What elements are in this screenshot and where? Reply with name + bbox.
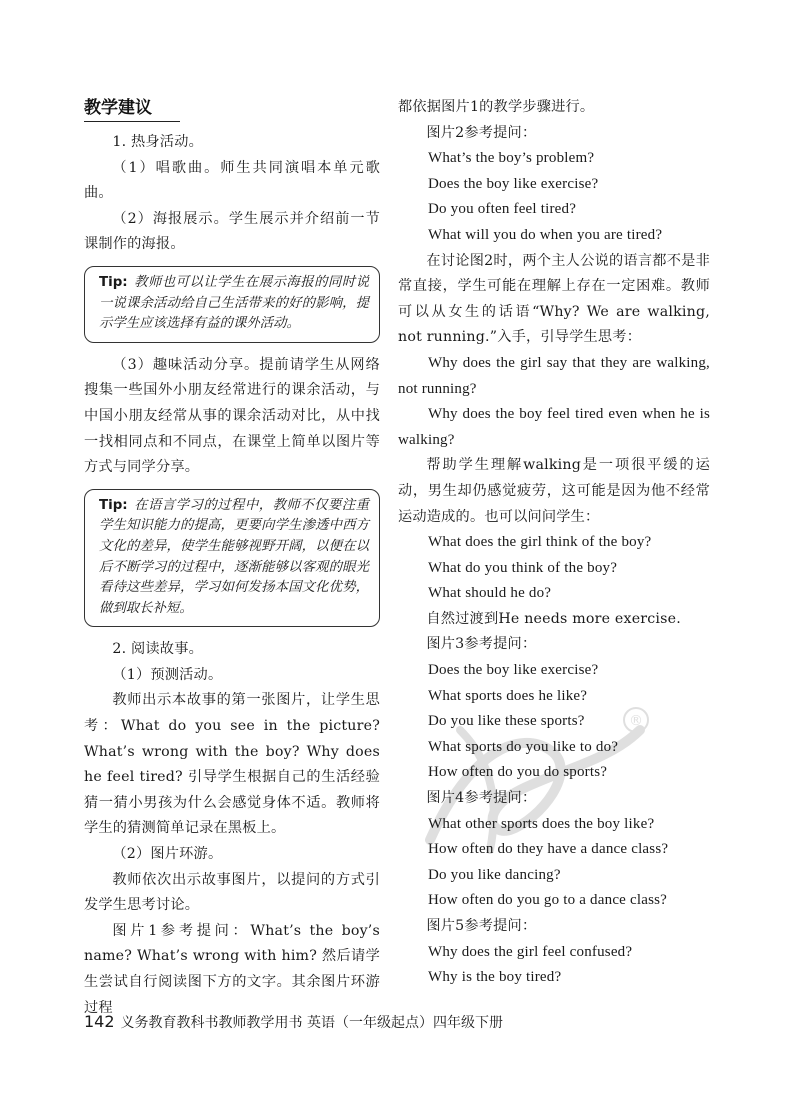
question: What other sports does the boy like? — [428, 815, 655, 832]
paragraph-prediction: （1）预测活动。 — [112, 666, 223, 683]
question: Does the boy like exercise? — [428, 662, 599, 679]
question: What do you think of the boy? — [428, 559, 618, 576]
book-title: 义务教育教科书教师教学用书 英语（一年级起点）四年级下册 — [120, 1015, 503, 1031]
tip-text: 在语言学习的过程中，教师不仅要注重学生知识能力的提高，更要向学生渗透中西方文化的差异，使学生能够视野开阔，以便在以后不断学习的过程中，逐渐能够以客观的眼光看待这些差异，学习如何发扬本国文化优势，做到取长补短。 — [99, 497, 369, 616]
question: Do you often feel tired? — [428, 201, 577, 218]
label-picture4: 图片4参考提问： — [426, 790, 537, 807]
paragraph-picture1-questions: 图片1参考提问：What’s the boy’s name? What’s wrong with him? 然后请学生尝试自行阅读图下方的文字。其余图片环游过程 — [84, 922, 380, 1016]
page-footer — [84, 1011, 724, 1034]
paragraph-transition: 自然过渡到He needs more exercise. — [426, 610, 681, 627]
left-column — [84, 95, 380, 1021]
question: Why does the girl feel confused? — [428, 943, 633, 960]
page-number: 142 — [84, 1012, 115, 1031]
question: What does the girl think of the boy? — [428, 534, 652, 551]
paragraph-warmup: 1. 热身活动。 — [112, 134, 203, 150]
question: Why is the boy tired? — [428, 969, 562, 986]
question: What sports do you like to do? — [428, 738, 619, 755]
paragraph-discussion-picture2: 在讨论图2时，两个主人公说的语言都不是非常直接，学生可能在理解上存在一定困难。教师可以从女生的话语“Why? We are walking, not running.”入手，引导学生思考： — [398, 252, 710, 346]
question: What will you do when you are tired? — [428, 226, 663, 243]
label-picture3: 图片3参考提问： — [426, 636, 537, 653]
question: Do you like these sports? — [428, 713, 585, 730]
paragraph-activity-share: （3）趣味活动分享。提前请学生从网络搜集一些国外小朋友经常进行的课余活动，与中国小朋友经常从事的课余活动对比，从中找一找相同点和不同点，在课堂上简单以图片等方式与同学分享。 — [84, 356, 380, 476]
paragraph-picture-walk: （2）图片环游。 — [112, 846, 223, 863]
question: Why does the boy feel tired even when he is walking? — [398, 406, 710, 448]
tip-box-poster — [84, 266, 380, 343]
heading-underline — [84, 121, 180, 122]
paragraph-read-story: 2. 阅读故事。 — [112, 641, 203, 658]
right-column — [398, 95, 710, 991]
question: What sports does he like? — [428, 687, 588, 704]
question: What’s the boy’s problem? — [428, 150, 595, 167]
tip-label: Tip: — [99, 497, 128, 513]
paragraph-walking-explanation: 帮助学生理解walking是一项很平缓的运动，男生却仍感觉疲劳，这可能是因为他不经常运动造成的。也可以问问学生： — [398, 457, 710, 525]
question: Do you like dancing? — [428, 866, 561, 883]
question: Does the boy like exercise? — [428, 175, 599, 192]
tip-box-culture — [84, 489, 380, 628]
question: How often do you go to a dance class? — [428, 892, 667, 909]
question: What should he do? — [428, 585, 552, 602]
paragraph-sing-song: （1）唱歌曲。师生共同演唱本单元歌曲。 — [84, 159, 380, 202]
label-picture5: 图片5参考提问： — [426, 918, 537, 934]
paragraph-show-pictures: 教师依次出示故事图片，以提问的方式引发学生思考讨论。 — [84, 871, 380, 914]
tip-label: Tip: — [99, 274, 128, 290]
section-heading: 教学建议 — [84, 98, 152, 118]
label-picture2: 图片2参考提问： — [426, 124, 537, 141]
paragraph-poster-show: （2）海报展示。学生展示并介绍前一节课制作的海报。 — [84, 210, 380, 253]
registered-mark: ® — [629, 713, 643, 729]
tip-text: 教师也可以让学生在展示海报的同时说一说课余活动给自己生活带来的好的影响，提示学生应该选择有益的课外活动。 — [99, 274, 369, 332]
question: How often do they have a dance class? — [428, 841, 669, 858]
paragraph-continued: 都依据图片1的教学步骤进行。 — [398, 99, 595, 115]
question: How often do you do sports? — [428, 764, 608, 781]
paragraph-first-picture: 教师出示本故事的第一张图片，让学生思考：What do you see in the picture? What’s wrong with the boy? Why does he feel tired? 引导学生根据自己的生活经验猜一猜小男孩为什么会感觉身体不适。教师将学生的猜测简单记录在黑板上。 — [84, 692, 380, 837]
question: Why does the girl say that they are walking, not running? — [398, 354, 710, 397]
